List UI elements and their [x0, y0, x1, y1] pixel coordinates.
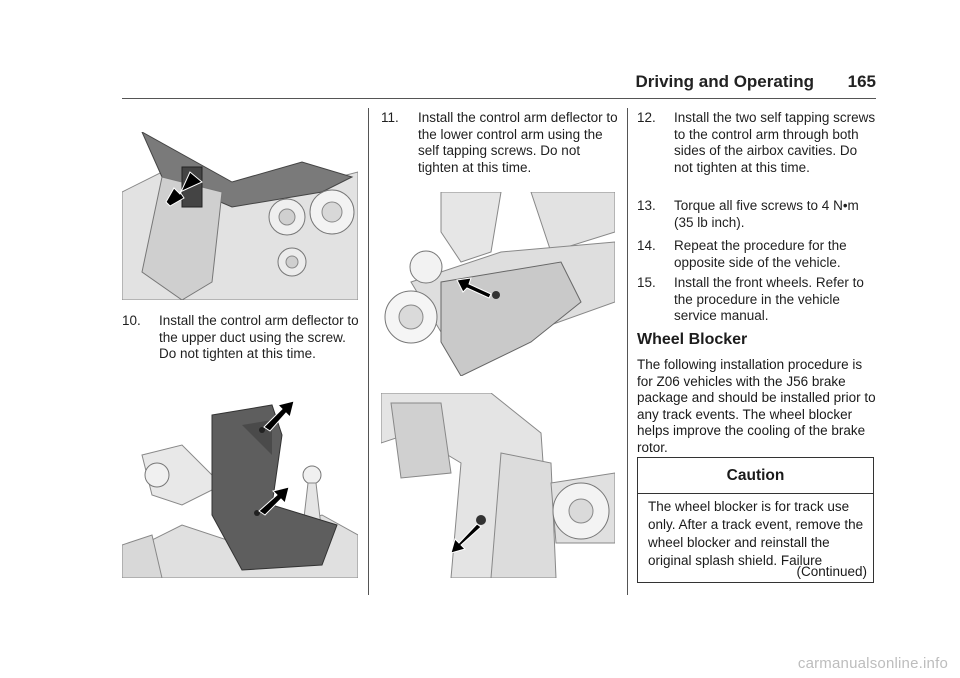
step-14 — [637, 238, 877, 271]
step-number: 12. — [637, 110, 656, 125]
step-text: Install the control arm deflector to the lower control arm using the self tapping screws. Do not tighten at this time. — [418, 110, 618, 175]
running-header — [122, 72, 876, 98]
step-13 — [637, 198, 877, 231]
section-paragraph: The following installation procedure is for Z06 vehicles with the J56 brake package and should be installed prior to any track events. The wheel blocker helps improve the cooling of the brake rotor. — [637, 357, 876, 455]
section-heading-wheel-blocker: Wheel Blocker — [637, 331, 748, 348]
column-divider-right — [627, 108, 628, 595]
deflector-upper-duct-illustration — [122, 132, 358, 300]
watermark: carmanualsonline.info — [797, 655, 948, 672]
chapter-title: Driving and Operating — [635, 72, 814, 91]
step-text: Install the control arm deflector to the upper duct using the screw. Do not tighten at this time. — [159, 313, 359, 361]
step-number: 11. — [381, 110, 399, 125]
step-text: Install the two self tapping screws to the control arm through both sides of the airbox cavities. Do not tighten at this time. — [674, 110, 876, 175]
caution-title: Caution — [726, 467, 785, 484]
step-number: 10. — [122, 313, 141, 328]
step-15 — [637, 275, 877, 325]
airbox-screw-illustration — [381, 393, 615, 578]
step-text: Torque all five screws to 4 N•m (35 lb inch). — [674, 198, 859, 230]
deflector-lower-arm-illustration — [122, 395, 358, 578]
step-number: 15. — [637, 275, 656, 290]
step-11 — [381, 110, 621, 176]
step-number: 14. — [637, 238, 656, 253]
caution-body: The wheel blocker is for track use only. After a track event, remove the wheel blocker and reinstall the original splash shield. Failure — [648, 499, 864, 568]
step-number: 13. — [637, 198, 656, 213]
step-10 — [122, 313, 362, 363]
header-rule — [122, 98, 876, 99]
lower-control-arm-screw-illustration — [381, 192, 615, 376]
caution-continued: (Continued) — [796, 564, 867, 579]
page-number: 165 — [847, 72, 876, 91]
step-12 — [637, 110, 877, 176]
caution-divider — [638, 493, 873, 494]
step-text: Install the front wheels. Refer to the procedure in the vehicle service manual. — [674, 275, 864, 323]
step-text: Repeat the procedure for the opposite side of the vehicle. — [674, 238, 847, 270]
caution-box — [637, 457, 874, 583]
column-divider-left — [368, 108, 369, 595]
